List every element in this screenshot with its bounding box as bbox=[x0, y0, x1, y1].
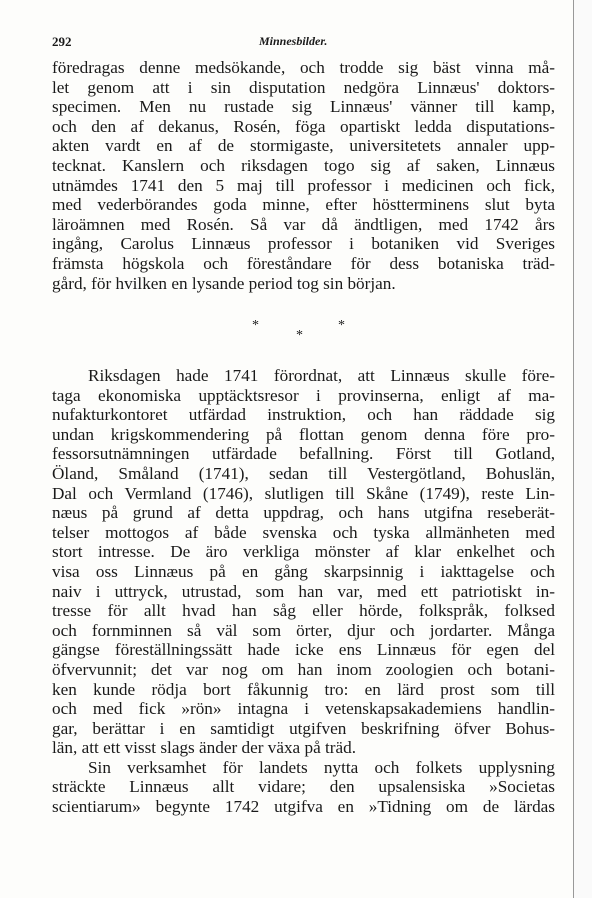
text-line: utnämdes 1741 den 5 maj till professor i medicinen och fick, bbox=[52, 175, 555, 195]
text-line: gård, för hvilken en lysande period tog sin början. bbox=[52, 273, 396, 293]
text-line: sträckte Linnæus allt vidare; den upsalensiska »Societas bbox=[52, 777, 555, 797]
section-separator bbox=[230, 318, 370, 348]
text-line: föredragas denne medsökande, och trodde sig bäst vinna må- bbox=[52, 58, 555, 77]
text-line: telser mottogos af både svenska och tyska allmänheten med bbox=[52, 522, 555, 542]
text-line: tresse för allt hvad han såg eller hörde, folkspråk, folksed bbox=[52, 601, 555, 621]
running-title: Minnesbilder. bbox=[259, 34, 328, 48]
text-line: öfvervunnit; det var nog om han inom zoologien och botani- bbox=[52, 659, 555, 679]
running-head bbox=[52, 34, 564, 54]
text-line: Sin verksamhet för landets nytta och folkets upplysning bbox=[88, 757, 555, 777]
text-line: gar, berättar i en samtidigt utgifven beskrifning öfver Bohus- bbox=[52, 718, 555, 738]
text-line: tecknat. Kanslern och riksdagen togo sig af saken, Linnæus bbox=[52, 155, 555, 175]
text-line: främsta högskola och föreståndare för dess botaniska träd- bbox=[52, 253, 555, 273]
text-line: län, att ett visst slags änder der växa på träd. bbox=[52, 738, 357, 758]
text-line: visa oss Linnæus på en gång skarpsinnig i iakttagelse och bbox=[52, 561, 555, 581]
text-line: taga ekonomiska upptäcktsresor i provinserna, enligt af ma- bbox=[52, 385, 555, 405]
text-line: Dal och Vermland (1746), slutligen till Skåne (1749), reste Lin- bbox=[52, 483, 555, 503]
text-line: scientiarum» begynte 1742 utgifva en »Tidning om de lärdas bbox=[52, 797, 555, 817]
text-line: naiv i uttryck, utrustad, som han var, med ett patriotiskt in- bbox=[52, 581, 555, 601]
text-line: fessorsutnämningen utfärdade befallning. Först till Gotland, bbox=[52, 444, 555, 464]
text-line: nufakturkontoret utfärdad instruktion, och han räddade sig bbox=[52, 405, 555, 425]
text-line: akten vardt en af de stormigaste, universitetets annaler upp- bbox=[52, 136, 555, 156]
text-line: och med fick »rön» intagna i vetenskapsakademiens handlin- bbox=[52, 699, 555, 719]
text-line: och den af dekanus, Rosén, föga opartiskt ledda disputations- bbox=[52, 116, 555, 136]
text-line: gängse föreställningssätt hade icke ens Linnæus för egen del bbox=[52, 640, 555, 660]
text-line: ken kunde rödja bort fåkunnig tro: en lärd prost som till bbox=[52, 679, 555, 699]
page-number: 292 bbox=[52, 34, 72, 49]
text-line: läroämnen med Rosén. Så var då ändtligen, med 1742 års bbox=[52, 214, 555, 234]
text-line: ingång, Carolus Linnæus professor i botaniken vid Sveriges bbox=[52, 234, 555, 254]
page-edge bbox=[573, 0, 592, 898]
text-line: undan krigskommendering på flottan genom denna före pro- bbox=[52, 424, 555, 444]
text-line: specimen. Men nu rustade sig Linnæus' vänner till kamp, bbox=[52, 97, 555, 117]
asterisk: * bbox=[296, 328, 303, 343]
asterisk: * bbox=[252, 318, 259, 333]
text-line: stort intresse. De äro verkliga mönster af klar enkelhet och bbox=[52, 542, 555, 562]
text-line: let genom att i sin disputation nedgöra Linnæus' doktors- bbox=[52, 77, 555, 97]
paragraph-section bbox=[52, 366, 555, 817]
paragraph-continuation bbox=[52, 58, 555, 293]
text-line: med vederbörandes goda minne, efter höstterminens slut byta bbox=[52, 195, 555, 215]
text-line: Riksdagen hade 1741 förordnat, att Linnæus skulle före- bbox=[88, 366, 555, 385]
text-line: Öland, Småland (1741), sedan till Vestergötland, Bohuslän, bbox=[52, 463, 555, 483]
asterisk: * bbox=[338, 318, 345, 333]
text-line: och fornminnen så väl som örter, djur och jordarter. Många bbox=[52, 620, 555, 640]
text-line: næus på grund af detta uppdrag, och hans utgifna reseberät- bbox=[52, 503, 555, 523]
